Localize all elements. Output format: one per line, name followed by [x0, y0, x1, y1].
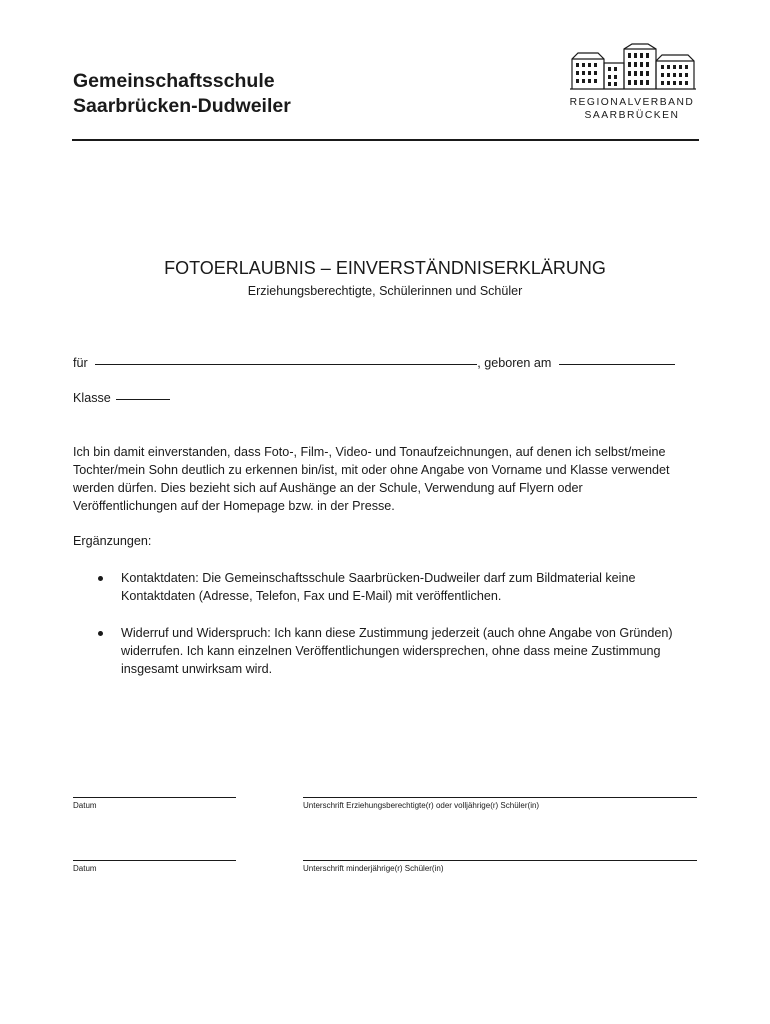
minor-signature-line[interactable]: [303, 860, 697, 861]
logo-text-line1: REGIONALVERBAND: [569, 97, 695, 108]
date-label-2: Datum: [73, 864, 97, 873]
list-item-text: Kontaktdaten: Die Gemeinschaftsschule Saarbrücken-Dudweiler darf zum Bildmaterial keine Kontaktdaten (Adresse, Telefon, Fax und E-Mail) mit veröffentlichen.: [121, 571, 636, 603]
birthdate-field-line[interactable]: [559, 364, 675, 365]
geboren-label: , geboren am: [477, 356, 552, 370]
guardian-signature-label: Unterschrift Erziehungsberechtigte(r) oder volljährige(r) Schüler(in): [303, 801, 540, 810]
minor-signature-label: Unterschrift minderjährige(r) Schüler(in): [303, 864, 444, 873]
school-name-line1: Gemeinschaftsschule: [73, 70, 275, 92]
school-name-line2: Saarbrücken-Dudweiler: [73, 95, 291, 117]
class-field-line[interactable]: [116, 399, 170, 400]
document-subtitle: Erziehungsberechtigte, Schülerinnen und Schüler: [247, 284, 523, 298]
klasse-label: Klasse: [73, 391, 111, 405]
consent-paragraph: Ich bin damit einverstanden, dass Foto-, Film-, Video- und Tonaufzeichnungen, auf denen ich selbst/meine Tochter/mein Sohn deutlich zu erkennen bin/ist, mit oder ohne Angabe von Vorname und Klasse verwendet werden dürfen. Dies bezieht sich auf Aushänge an der Schule, Verwendung auf Flyern oder Veröffentlichungen auf der Homepage bzw. in der Presse.: [73, 445, 670, 513]
form-row-class: [73, 389, 170, 407]
school-name: [73, 69, 291, 119]
document-title: FOTOERLAUBNIS – EINVERSTÄNDNISERKLÄRUNG: [164, 258, 606, 278]
header-divider: [72, 139, 699, 141]
date-signature-line-2[interactable]: [73, 860, 236, 861]
bullet-icon: [98, 576, 103, 581]
guardian-signature-line[interactable]: [303, 797, 697, 798]
supplements-heading: Ergänzungen:: [73, 534, 152, 548]
list-item: [98, 569, 684, 605]
date-signature-line-1[interactable]: [73, 797, 236, 798]
list-item: [98, 624, 684, 678]
form-row-name: [73, 354, 693, 372]
name-field-line[interactable]: [95, 364, 477, 365]
fuer-label: für: [73, 356, 88, 370]
regionalverband-logo: [566, 43, 698, 125]
building-icon: [568, 43, 696, 91]
bullet-icon: [98, 631, 103, 636]
logo-text-line2: SAARBRÜCKEN: [584, 110, 680, 121]
date-label-1: Datum: [73, 801, 97, 810]
list-item-text: Widerruf und Widerspruch: Ich kann diese Zustimmung jederzeit (auch ohne Angabe von Gründen) widerrufen. Ich kann einzelnen Veröffentlichungen widersprechen, ohne dass meine Zustimmung insgesamt unwirksam wird.: [121, 626, 673, 676]
